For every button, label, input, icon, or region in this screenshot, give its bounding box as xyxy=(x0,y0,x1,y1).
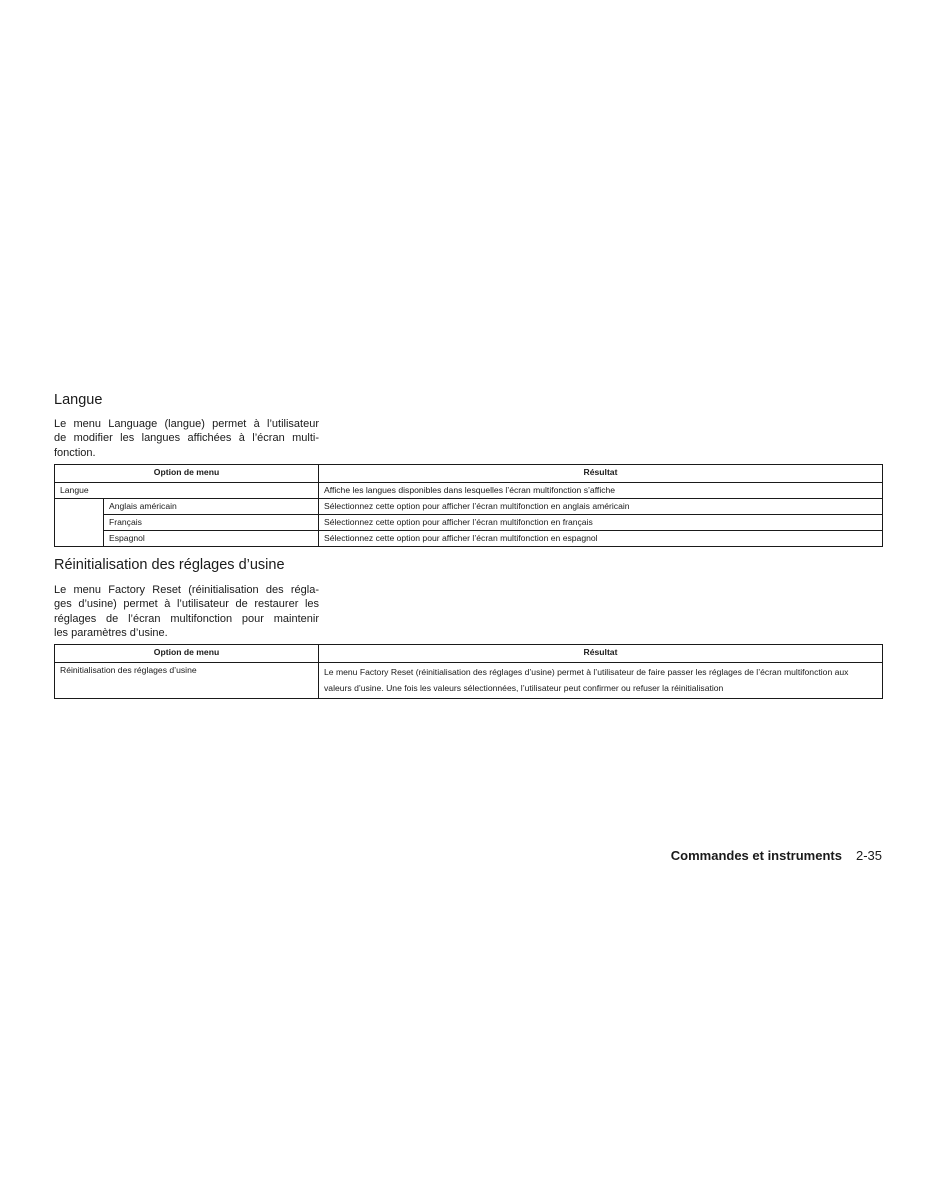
paragraph-line: Le menu Factory Reset (réinitialisation des régla- xyxy=(54,584,319,596)
header-result: Résultat xyxy=(319,465,883,483)
footer-section-title: Commandes et instruments xyxy=(670,848,842,863)
option-cell: Français xyxy=(104,515,319,531)
factory-reset-paragraph xyxy=(54,583,319,640)
table-row xyxy=(55,483,883,499)
option-cell: Espagnol xyxy=(104,531,319,547)
result-cell: Sélectionnez cette option pour afficher l’écran multifonction en espagnol xyxy=(319,531,883,547)
result-cell: Sélectionnez cette option pour afficher l’écran multifonction en français xyxy=(319,515,883,531)
result-cell: Le menu Factory Reset (réinitialisation des réglages d’usine) permet à l’utilisateur de faire passer les réglages de l’écran multifonction aux valeurs d’usine. Une fois les valeurs sélectionnées, l’utilisateur peut confirmer ou refuser la réinitialisation xyxy=(319,663,883,699)
paragraph-line: de modifier les langues affichées à l’écran multi- xyxy=(54,432,319,445)
paragraph-line: réglages de l’écran multifonction pour maintenir xyxy=(54,612,319,625)
section-heading-langue: Langue xyxy=(54,392,103,408)
header-option: Option de menu xyxy=(55,645,319,663)
option-cell: Anglais américain xyxy=(104,499,319,515)
page-number: 2-35 xyxy=(855,848,882,863)
table-row xyxy=(55,663,883,699)
result-cell: Sélectionnez cette option pour afficher l’écran multifonction en anglais américain xyxy=(319,499,883,515)
section-heading-factory-reset: Réinitialisation des réglages d’usine xyxy=(54,557,285,573)
table-row xyxy=(55,499,883,515)
option-cell: Langue xyxy=(55,483,319,499)
langue-paragraph xyxy=(54,417,319,460)
paragraph-line: fonction. xyxy=(54,446,96,459)
result-cell: Affiche les langues disponibles dans lesquelles l’écran multifonction s’affiche xyxy=(319,483,883,499)
table-row xyxy=(55,515,883,531)
factory-reset-table xyxy=(54,644,883,699)
spacer-cell xyxy=(55,499,104,547)
header-option: Option de menu xyxy=(55,465,319,483)
paragraph-line: Le menu Language (langue) permet à l’utilisateur xyxy=(54,418,319,430)
paragraph-line: les paramètres d’usine. xyxy=(54,626,168,639)
header-result: Résultat xyxy=(319,645,883,663)
table-row xyxy=(55,531,883,547)
page-footer xyxy=(671,848,882,863)
langue-table xyxy=(54,464,883,547)
option-cell: Réinitialisation des réglages d’usine xyxy=(55,663,319,699)
paragraph-line: ges d’usine) permet à l’utilisateur de restaurer les xyxy=(54,598,319,611)
